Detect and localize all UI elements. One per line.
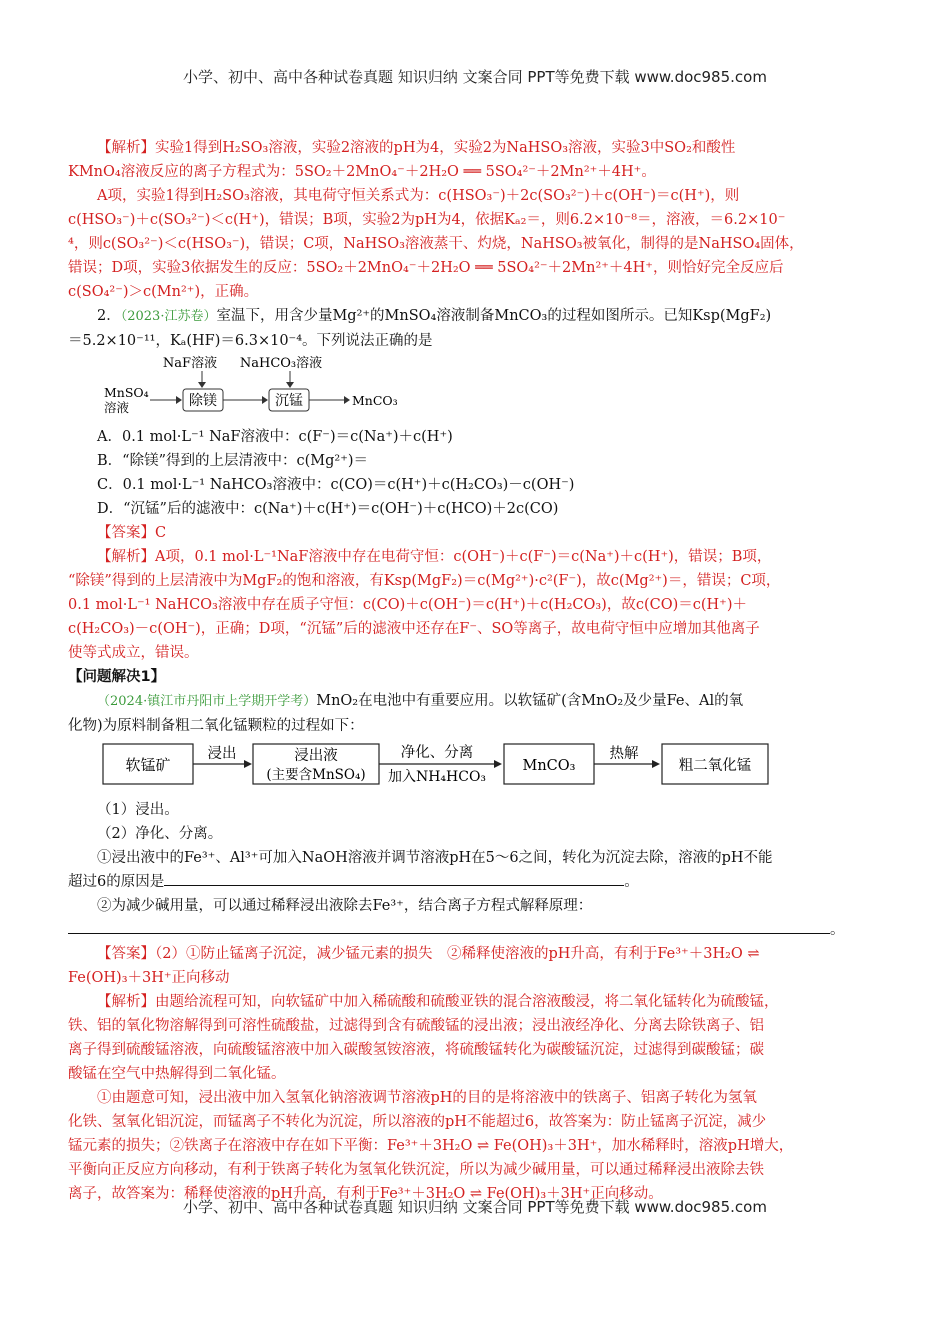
problem-item-2: （2）净化、分离。	[97, 826, 223, 842]
flow-purify-label: 净化、分离	[400, 745, 474, 761]
problem-heading: 【问题解决1】	[68, 669, 166, 685]
q1-analysis-line: 【解析】实验1得到H₂SO₃溶液，实验2溶液的pH为4，实验2为NaHSO₃溶液，实验3中SO₂和酸性	[97, 140, 736, 156]
option-b: B．“除镁”得到的上层清液中：c(Mg²⁺)＝	[97, 453, 369, 469]
q2-analysis-line: “除镁”得到的上层清液中为MgF₂的饱和溶液，有Ksp(MgF₂)＝c(Mg²⁺)·c²(F⁻)，故c(Mg²⁺)＝，错误；C项，	[68, 573, 781, 589]
page-header: 小学、初中、高中各种试卷真题 知识归纳 文案合同 PPT等免费下载 www.doc985.com	[183, 68, 767, 86]
problem-stem	[68, 689, 882, 714]
q2-analysis-line: 0.1 mol·L⁻¹ NaHCO₃溶液中存在质子守恒：c(CO)＋c(OH⁻)＝c(H⁺)＋c(H₂CO₃)，故c(CO)＝c(H⁺)＋	[68, 597, 747, 613]
arrow-head	[244, 760, 252, 768]
q2-analysis-line: 使等式成立，错误。	[68, 645, 199, 661]
arrow-head	[286, 382, 294, 388]
problem-flowchart	[68, 740, 882, 798]
problem-analysis-line: 锰元素的损失；②铁离子在溶液中存在如下平衡：Fe³⁺＋3H₂O ⇌ Fe(OH)₃＋3H⁺，加水稀释时，溶液pH增大，	[68, 1138, 794, 1154]
q2-analysis	[68, 545, 882, 665]
q2-stem	[68, 304, 882, 329]
arrow-head	[494, 760, 502, 768]
q1-analysis-line: c(HSO₃⁻)＋c(SO₃²⁻)＜c(H⁺)，错误；B项，实验2为pH为4，依据Kₐ₂＝，则6.2×10⁻⁸＝，溶液，＝6.2×10⁻	[68, 212, 786, 228]
problem-sub-1: ①浸出液中的Fe³⁺、Al³⁺可加入NaOH溶液并调节溶液pH在5～6之间，转化为沉淀去除，溶液的pH不能	[97, 850, 773, 866]
period-1: 。	[624, 874, 639, 890]
problem-analysis-line: 酸锰在空气中热解得到二氧化锰。	[68, 1066, 286, 1082]
problem-sub-1-text: 超过6的原因是	[68, 874, 165, 890]
problem-stem-line2: 化物)为原料制备粗二氧化锰颗粒的过程如下：	[68, 718, 364, 734]
start-mnso4: MnSO₄	[104, 385, 149, 400]
q2-answer: 【答案】C	[97, 525, 167, 541]
problem-analysis-line: 【解析】由题给流程可知，向软锰矿中加入稀硫酸和硫酸亚铁的混合溶液酸浸，将二氧化锰转化为硫酸锰，	[97, 994, 779, 1010]
problem-analysis-line: 平衡向正反应方向移动，有利于铁离子转化为氢氧化铁沉淀，所以为减少碱用量，可以通过稀释浸出液除去铁	[68, 1162, 764, 1178]
q2-source: （2023·江苏卷）	[120, 309, 217, 324]
reagent-nahco3: NaHCO₃溶液	[239, 356, 323, 371]
problem-sub-2: ②为减少碱用量，可以通过稀释浸出液除去Fe³⁺，结合离子方程式解释原理：	[97, 898, 593, 914]
arrow-head	[652, 760, 660, 768]
option-a: A．0.1 mol·L⁻¹ NaF溶液中：c(F⁻)＝c(Na⁺)＋c(H⁺)	[97, 429, 453, 445]
q2-stem-line2: ＝5.2×10⁻¹¹，Kₐ(HF)＝6.3×10⁻⁴。下列说法正确的是	[68, 333, 433, 349]
q2-process-diagram	[68, 355, 882, 425]
q2-analysis-line: c(H₂CO₃)－c(OH⁻)，正确；D项，“沉锰”后的滤液中还存在F⁻、SO等离子，故电荷守恒中应增加其他离子	[68, 621, 760, 637]
q1-analysis-line: 错误；D项，实验3依据发生的反应：5SO₂＋2MnO₄⁻＋2H₂O ══ 5SO₄²⁻＋2Mn²⁺＋4H⁺，则恰好完全反应后	[68, 260, 784, 276]
q1-analysis-line: A项，实验1得到H₂SO₃溶液，其电荷守恒关系式为：c(HSO₃⁻)＋2c(SO₃²⁻)＋c(OH⁻)＝c(H⁺)，则	[97, 188, 740, 204]
option-c: C．0.1 mol·L⁻¹ NaHCO₃溶液中：c(CO)＝c(H⁺)＋c(H₂CO₃)－c(OH⁻)	[97, 477, 575, 493]
step-remove-mg: 除镁	[189, 393, 217, 409]
problem-analysis-line: 离子，故答案为：稀释使溶液的pH升高，有利于Fe³⁺＋3H₂O ⇌ Fe(OH)₃＋3H⁺正向移动。	[68, 1186, 663, 1202]
q2-analysis-line: 【解析】A项，0.1 mol·L⁻¹NaF溶液中存在电荷守恒：c(OH⁻)＋c(F⁻)＝c(Na⁺)＋c(H⁺)，错误；B项，	[97, 549, 772, 565]
q1-analysis-line: KMnO₄溶液反应的离子方程式为：5SO₂＋2MnO₄⁻＋2H₂O ══ 5SO₄²⁻＋2Mn²⁺＋4H⁺。	[68, 164, 656, 180]
answer-blank-2[interactable]	[68, 919, 830, 934]
step-precipitate-mn: 沉锰	[275, 393, 303, 409]
q1-analysis	[68, 136, 882, 304]
problem-analysis-line: ①由题意可知，浸出液中加入氢氧化钠溶液调节溶液pH的目的是将溶液中的铁离子、铝离子转化为氢氧	[97, 1090, 757, 1106]
problem-answer-line2: Fe(OH)₃＋3H⁺正向移动	[68, 970, 230, 986]
problem-item-1: （1）浸出。	[97, 802, 179, 818]
flow-leachate-label: 浸出液	[294, 748, 338, 764]
q2-stem-text: 室温下，用含少量Mg²⁺的MnSO₄溶液制备MnCO₃的过程如图所示。已知Ksp(MgF₂)	[216, 308, 772, 324]
flow-ore-label: 软锰矿	[125, 756, 171, 774]
page-footer: 小学、初中、高中各种试卷真题 知识归纳 文案合同 PPT等免费下载 www.doc985.com	[183, 1198, 767, 1216]
flow-leach-label: 浸出	[207, 746, 237, 762]
problem-analysis-line: 离子得到硫酸锰溶液，向硫酸锰溶液中加入碳酸氢铵溶液，将硫酸锰转化为碳酸锰沉淀，过滤得到碳酸锰；碳	[68, 1042, 764, 1058]
arrow-head	[176, 396, 182, 404]
problem-sub-1-line2	[68, 870, 882, 894]
flow-product-label: 粗二氧化锰	[678, 758, 752, 774]
flow-leachate-sub: (主要含MnSO₄)	[266, 767, 366, 783]
problem-answer: 【答案】（2）①防止锰离子沉淀，减少锰元素的损失 ②稀释使溶液的pH升高，有利于Fe³⁺＋3H₂O ⇌	[97, 946, 760, 962]
problem-stem-text: MnO₂在电池中有重要应用。以软锰矿(含MnO₂及少量Fe、Al的氧	[316, 693, 744, 709]
q1-analysis-line: ⁴，则c(SO₃²⁻)＜c(HSO₃⁻)，错误；C项，NaHSO₃溶液蒸干、灼烧，NaHSO₃被氧化，制得的是NaHSO₄固体，	[68, 236, 804, 252]
arrow-head	[198, 382, 206, 388]
q2-diagram-svg	[68, 355, 398, 417]
period-2: 。	[830, 922, 845, 938]
option-d: D．“沉锰”后的滤液中：c(Na⁺)＋c(H⁺)＝c(OH⁻)＋c(HCO)＋2c(CO)	[97, 501, 559, 517]
document-body	[68, 136, 882, 1206]
reagent-naf: NaF溶液	[162, 356, 218, 371]
flowchart-svg	[68, 740, 768, 790]
problem-sub-2-line2	[68, 918, 882, 942]
flow-mnco3-label: MnCO₃	[522, 758, 576, 774]
q2-number: 2．	[97, 308, 121, 324]
product-mnco3: MnCO₃	[352, 393, 398, 408]
arrow-head	[262, 396, 268, 404]
start-solution: 溶液	[104, 400, 130, 415]
problem-analysis	[68, 990, 882, 1206]
answer-blank-1[interactable]	[164, 871, 624, 886]
flow-pyrolysis-label: 热解	[609, 746, 639, 762]
arrow-head	[344, 396, 350, 404]
flow-add-reagent-label: 加入NH₄HCO₃	[387, 769, 487, 785]
problem-source: （2024·镇江市丹阳市上学期开学考）	[97, 694, 317, 709]
problem-analysis-line: 化铁、氢氧化铝沉淀，而锰离子不转化为沉淀，所以溶液的pH不能超过6，故答案为：防止锰离子沉淀，减少	[68, 1114, 767, 1130]
problem-analysis-line: 铁、铝的氧化物溶解得到可溶性硫酸盐，过滤得到含有硫酸锰的浸出液；浸出液经净化、分离去除铁离子、铝	[68, 1018, 764, 1034]
q2-options	[68, 425, 882, 521]
q1-analysis-line: c(SO₄²⁻)＞c(Mn²⁺)，正确。	[68, 284, 259, 300]
